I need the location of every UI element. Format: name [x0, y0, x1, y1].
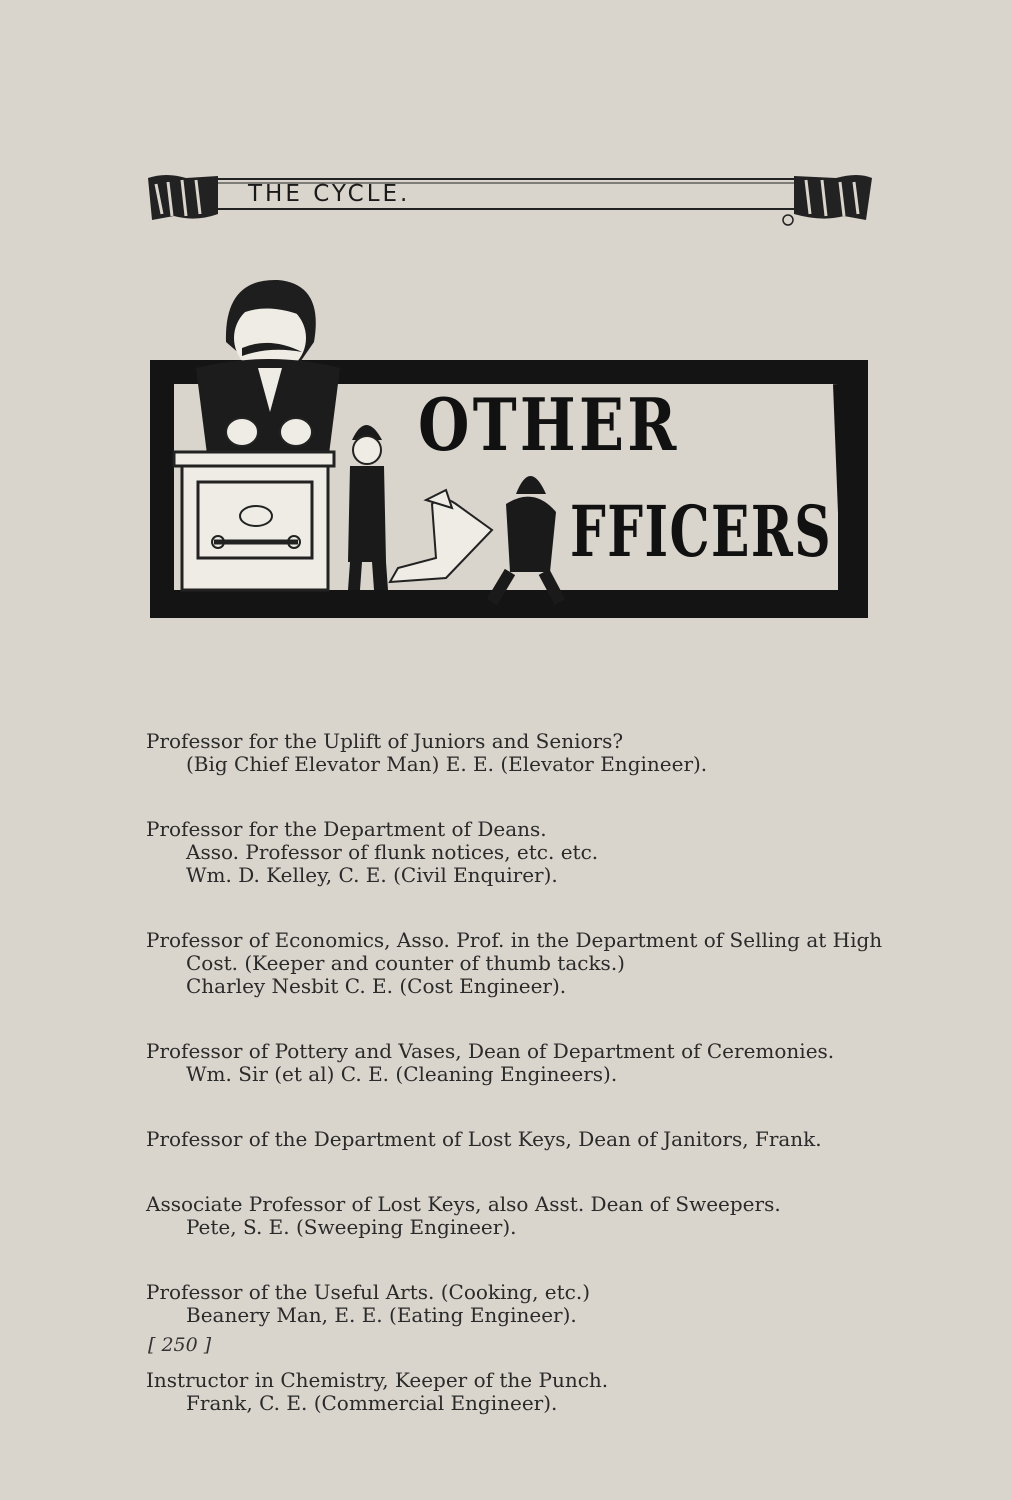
entry-detail: Frank, C. E. (Commercial Engineer).: [186, 1391, 558, 1415]
list-item: [146, 1281, 906, 1327]
entry-detail: Wm. Sir (et al) C. E. (Cleaning Engineers).: [186, 1062, 618, 1086]
policeman-standing: [348, 425, 388, 590]
entry-title: Professor of Pottery and Vases, Dean of Department of Ceremonies.: [146, 1039, 835, 1063]
list-item: [146, 818, 906, 887]
entry-title: Professor of the Useful Arts. (Cooking, etc.): [146, 1280, 591, 1304]
professor-figure: [196, 280, 340, 462]
running-title: THE CYCLE.: [248, 181, 411, 207]
entry-title: Instructor in Chemistry, Keeper of the Punch.: [146, 1368, 609, 1392]
entry-title: Professor for the Uplift of Juniors and Seniors?: [146, 729, 624, 753]
entry-detail: Wm. D. Kelley, C. E. (Civil Enquirer).: [186, 863, 558, 887]
entry-title: Professor of Economics, Asso. Prof. in the Department of Selling at High: [146, 928, 883, 952]
policeman-dragging: [390, 476, 560, 602]
entry-detail: Pete, S. E. (Sweeping Engineer).: [186, 1215, 517, 1239]
list-item: [146, 1040, 906, 1086]
heading-officers: FFICERS: [570, 490, 833, 573]
list-item: [146, 1128, 906, 1151]
entry-detail: Asso. Professor of flunk notices, etc. etc.: [186, 840, 599, 864]
officer-list: [146, 730, 906, 1457]
entry-title: Associate Professor of Lost Keys, also Asst. Dean of Sweepers.: [146, 1192, 781, 1216]
entry-detail: Cost. (Keeper and counter of thumb tacks.): [186, 951, 625, 975]
heading-other: OTHER: [418, 382, 680, 467]
list-item: [146, 730, 906, 776]
list-item: [146, 1369, 906, 1415]
page-number: [ 250 ]: [148, 1334, 212, 1356]
entry-title: Professor of the Department of Lost Keys, Dean of Janitors, Frank.: [146, 1127, 822, 1151]
desk: [174, 452, 334, 590]
entry-detail: Beanery Man, E. E. (Eating Engineer).: [186, 1303, 577, 1327]
list-item: [146, 1193, 906, 1239]
entry-detail: Charley Nesbit C. E. (Cost Engineer).: [186, 974, 567, 998]
entry-title: Professor for the Department of Deans.: [146, 817, 547, 841]
list-item: [146, 929, 906, 998]
entry-detail: (Big Chief Elevator Man) E. E. (Elevator Engineer).: [186, 752, 708, 776]
